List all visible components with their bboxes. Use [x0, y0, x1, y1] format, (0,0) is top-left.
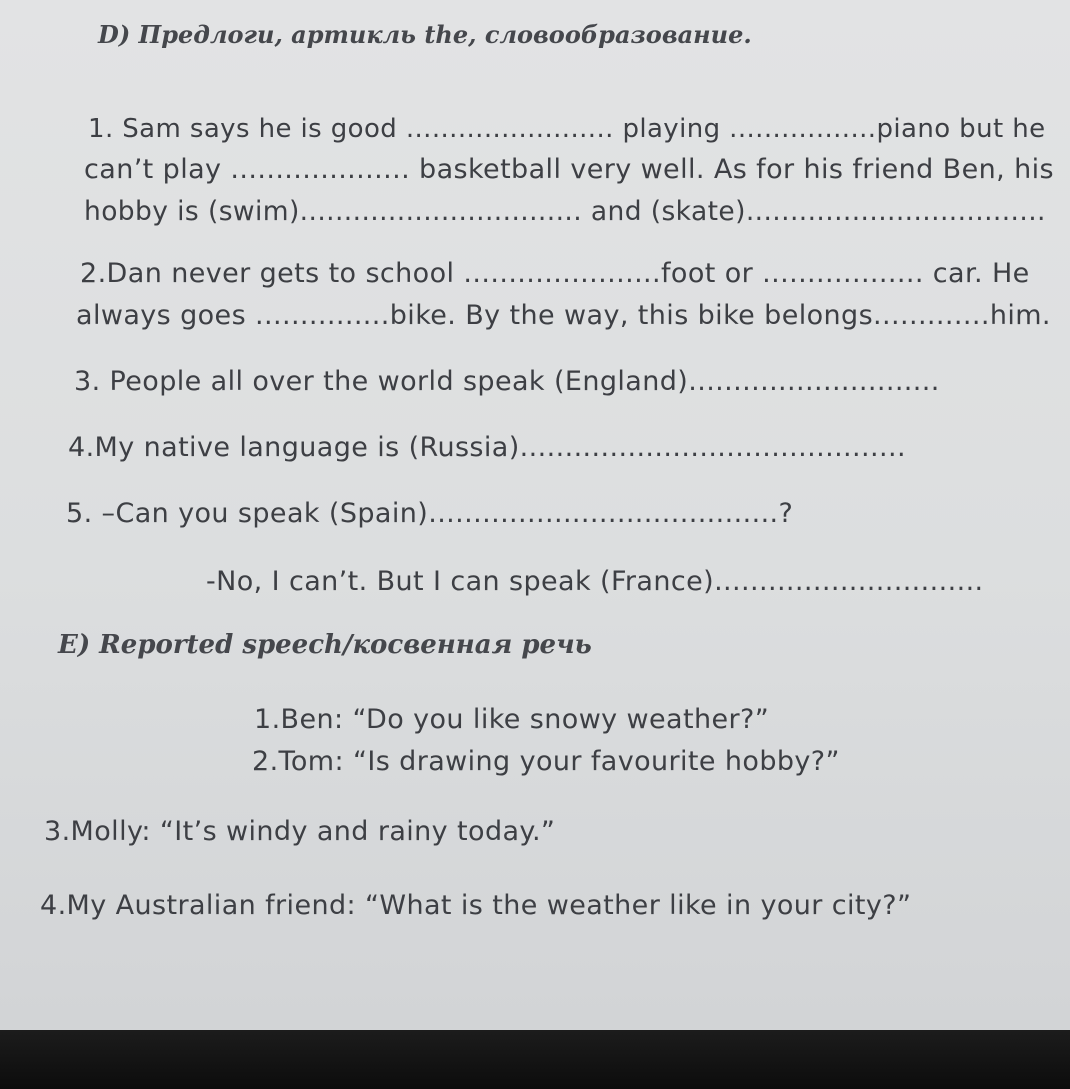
section-e-heading: E) Reported speech/косвенная речь: [58, 630, 592, 660]
exercise-3: 3. People all over the world speak (England)............................: [74, 366, 940, 397]
exercise-5-question: 5. –Can you speak (Spain).......................................?: [66, 498, 794, 529]
reported-speech-1: 1.Ben: “Do you like snowy weather?”: [254, 704, 770, 735]
table-edge: [0, 1030, 1070, 1089]
reported-speech-2: 2.Tom: “Is drawing your favourite hobby?”: [252, 746, 840, 777]
exercise-4: 4.My native language is (Russia)...........................................: [68, 432, 906, 463]
exercise-2-line-2: always goes ...............bike. By the way, this bike belongs.............him.: [76, 300, 1051, 331]
exercise-1-line-3: hobby is (swim)................................ and (skate)..................................: [84, 196, 1046, 227]
exercise-1-line-2: can’t play .................... basketball very well. As for his friend Ben, his: [84, 154, 1054, 185]
section-d-heading: D) Предлоги, артикль the, словообразование.: [98, 20, 752, 49]
reported-speech-3: 3.Molly: “It’s windy and rainy today.”: [44, 816, 556, 847]
reported-speech-4: 4.My Australian friend: “What is the weather like in your city?”: [40, 890, 912, 921]
exercise-2-line-1: 2.Dan never gets to school ......................foot or .................. car. He: [80, 258, 1030, 289]
exercise-1-line-1: 1. Sam says he is good ........................ playing .................piano but he: [88, 114, 1046, 144]
exercise-5-answer: -No, I can’t. But I can speak (France)..............................: [206, 566, 984, 597]
